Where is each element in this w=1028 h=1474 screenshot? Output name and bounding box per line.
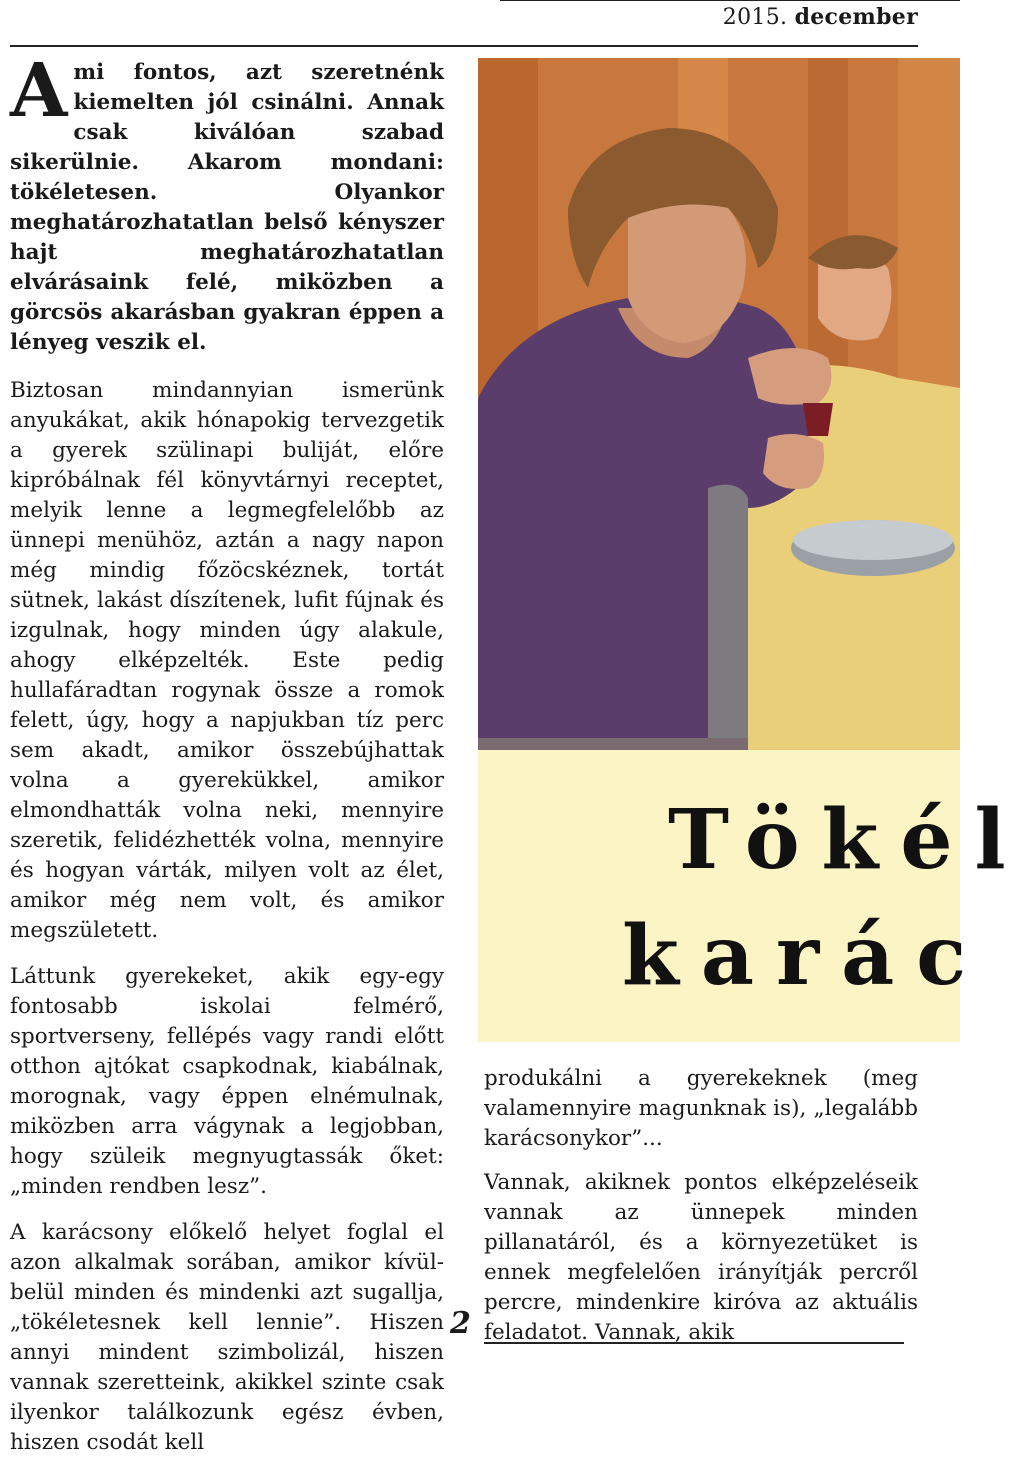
issue-date: [723, 4, 918, 30]
page-number: 2: [450, 1306, 471, 1341]
body-paragraph: Biztosan mindannyian ismerünk anyukákat, akik hónapokig tervezgetik a gyerek szülinapi buliját, előre kipróbálnak fél könyvtárnyi receptet, melyik lenne a legmegfelelőbb az ünnepi menühöz, aztán a nagy napon még mindig főzöcskéznek, tortát sütnek, lakást díszítenek, lufit fújnak és izgulnak, hogy minden úgy alakule, ahogy elképzelték. Este pedig hullafáradtan rogynak össze a romok felett, úgy, hogy a napjukban tíz perc sem akadt, amikor összebújhattak volna a gyerekükkel, amikor elmondhatták volna neki, mennyire szeretik, felidézhették volna, mennyire és hogyan várták, milyen volt az élet, amikor még nem volt, és amikor megszületett.: [10, 378, 444, 943]
footer-rule: [484, 1342, 904, 1344]
lead-paragraph: [10, 48, 444, 358]
body-paragraph: Vannak, akiknek pontos elképzeléseik vannak az ünnepek minden pillanatáról, és a környezetüket is ennek megfelelően irányítják percről percre, mindenkire kiróva az aktuális feladatot. Vannak, akik: [484, 1170, 918, 1345]
issue-month: december: [794, 4, 918, 30]
article-title-line-2: karác: [622, 908, 989, 1004]
top-rule: [500, 0, 960, 1]
right-column: [484, 1064, 918, 1362]
drop-cap: A: [10, 48, 68, 134]
body-paragraph: Láttunk gyerekeket, akik egy-egy fontosabb iskolai felmérő, sportverseny, fellépés vagy randi előtt otthon ajtókat csapkodnak, kiabálnak, morognak, vagy éppen elnémulnak, miközben arra vágynak a legjobban, hogy szüleik megnyugtassák őket: „minden rendben lesz”.: [10, 964, 444, 1199]
article-photo: [478, 58, 960, 750]
issue-year: 2015.: [722, 5, 788, 30]
body-paragraph: produkálni a gyerekeknek (meg valamennyire magunknak is), „legalább karácsonykor”...: [484, 1066, 918, 1151]
left-column: [10, 48, 444, 1474]
photo-woman-pouring-wine: [478, 58, 960, 750]
lead-text: mi fontos, azt szeretnénk kiemelten jól csinálni. Annak csak kiválóan szabad sikerülnie. Akarom mondani: tökéletesen. Olyankor meghatározhatatlan belső kényszer hajt meghatározhatatlan elvárásaink felé, miközben a görcsös akarásban gyakran éppen a lényeg veszik el.: [10, 60, 444, 355]
title-band: [478, 750, 1028, 1042]
article-title-line-1: Tökél: [668, 792, 1028, 888]
body-paragraph: A karácsony előkelő helyet foglal el azon alkalmak sorában, amikor kívül-belül minden és mindenki azt sugallja, „tökéletesnek kell lennie”. Hiszen annyi mindent szimbolizál, hiszen vannak szeretteink, akikkel szinte csak ilyenkor találkozunk egész évben, hiszen csodát kell: [10, 1220, 444, 1455]
header-rule: [10, 45, 918, 47]
